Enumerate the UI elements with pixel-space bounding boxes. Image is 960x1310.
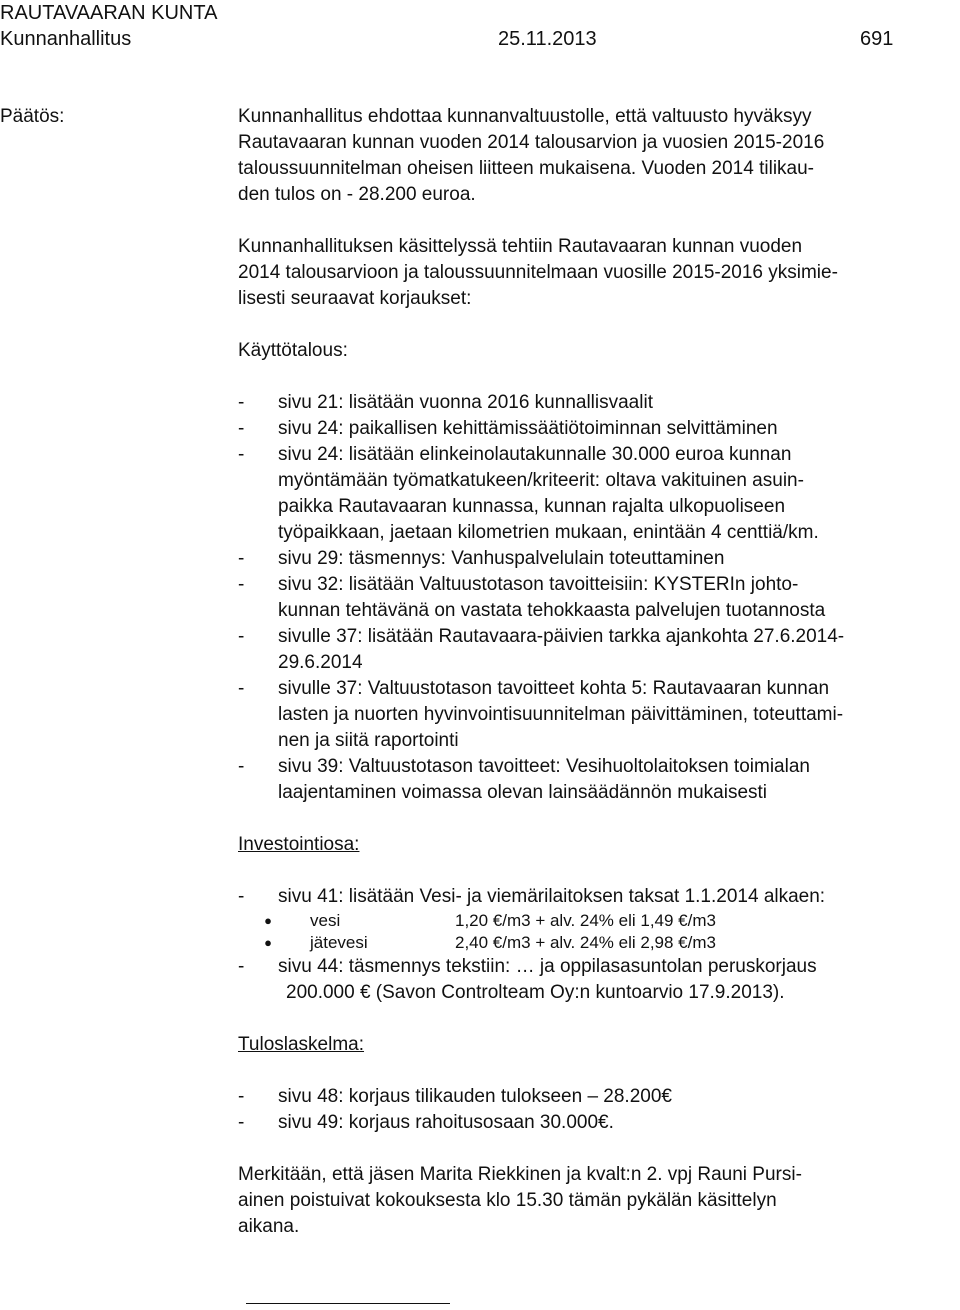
text-line: ainen poistuivat kokouksesta klo 15.30 tämän pykälän käsittelyn: [238, 1190, 777, 1211]
operating-list: [238, 390, 953, 806]
text-line: myöntämään työmatkatukeen/kriteerit: oltava vakituinen asuin-: [278, 470, 804, 491]
text-line: lasten ja nuorten hyvinvointisuunnitelman päivittäminen, toteuttami-: [278, 704, 844, 725]
text-line: laajentaminen voimassa olevan lainsäädännön mukaisesti: [278, 782, 768, 803]
text-line: kunnan tehtävänä on vastata tehokkaasta palvelujen tuotannosta: [278, 600, 826, 621]
dash-marker: -: [238, 574, 245, 595]
text-line: sivu 49: korjaus rahoitusosaan 30.000€.: [278, 1112, 614, 1133]
text-line: Kunnanhallituksen käsittelyssä tehtiin Rautavaaran kunnan vuoden: [238, 236, 803, 257]
text-line: aikana.: [238, 1216, 300, 1237]
note-paragraph: [238, 1162, 953, 1240]
text-line: sivu 21: lisätään vuonna 2016 kunnallisvaalit: [278, 392, 653, 413]
text-line: sivu 39: Valtuustotason tavoitteet: Vesihuoltolaitoksen toimialan: [278, 756, 810, 777]
text-line: sivu 48: korjaus tilikauden tulokseen – 28.200€: [278, 1086, 672, 1107]
organization-name: RAUTAVAARAN KUNTA: [0, 2, 218, 24]
intro-paragraph: [238, 104, 953, 208]
dash-marker: -: [238, 956, 245, 977]
text-line: Kunnanhallitus ehdottaa kunnanvaltuustolle, että valtuusto hyväksyy: [238, 106, 812, 127]
dash-marker: -: [238, 1112, 245, 1133]
text-line: sivulle 37: lisätään Rautavaara-päivien tarkka ajankohta 27.6.2014-: [278, 626, 845, 647]
text-line: 29.6.2014: [278, 652, 363, 673]
text-line: lisesti seuraavat korjaukset:: [238, 288, 472, 309]
text-line: sivu 44: täsmennys tekstiin: … ja oppilasasuntolan peruskorjaus: [278, 956, 817, 977]
text-line: Rautavaaran kunnan vuoden 2014 talousarvion ja vuosien 2015-2016: [238, 132, 825, 153]
dash-marker: -: [238, 756, 245, 777]
dash-marker: -: [238, 886, 245, 907]
page-number: 691: [860, 28, 894, 50]
text-line: taloussuunnitelman oheisen liitteen mukaisena. Vuoden 2014 tilikau-: [238, 158, 815, 179]
text-line: 200.000 € (Savon Controlteam Oy:n kuntoarvio 17.9.2013).: [286, 982, 785, 1003]
dash-marker: -: [238, 444, 245, 465]
corrections-paragraph: [238, 234, 953, 312]
text-line: sivu 41: lisätään Vesi- ja viemärilaitoksen taksat 1.1.2014 alkaen:: [278, 886, 826, 907]
text-line: 2014 talousarvioon ja taloussuunnitelmaan vuosille 2015-2016 yksimie-: [238, 262, 838, 283]
meeting-date: 25.11.2013: [498, 28, 597, 50]
dash-marker: -: [238, 1086, 245, 1107]
dash-marker: -: [238, 626, 245, 647]
tariff-name: jätevesi: [310, 933, 368, 952]
dash-marker: -: [238, 548, 245, 569]
bullet-icon: ●: [264, 913, 272, 928]
text-line: den tulos on - 28.200 euroa.: [238, 184, 476, 205]
text-line: nen ja siitä raportointi: [278, 730, 459, 751]
text-line: paikka Rautavaaran kunnassa, kunnan rajalta ulkopuoliseen: [278, 496, 786, 517]
list-item: [238, 624, 953, 676]
tariff-list: [238, 910, 953, 954]
list-item: [238, 884, 953, 910]
text-line: työpaikkaan, jaetaan kilometrien mukaan, enintään 4 centtiä/km.: [278, 522, 819, 543]
tariff-price: 1,20 €/m3 + alv. 24% eli 1,49 €/m3: [455, 911, 716, 930]
list-item: [238, 572, 953, 624]
list-item: [238, 416, 953, 442]
list-item: [238, 1110, 953, 1136]
tariff-price: 2,40 €/m3 + alv. 24% eli 2,98 €/m3: [455, 933, 716, 952]
text-line: sivu 29: täsmennys: Vanhuspalvelulain toteuttaminen: [278, 548, 725, 569]
text-line: sivu 24: paikallisen kehittämissäätiötoiminnan selvittäminen: [278, 418, 778, 439]
governing-body: Kunnanhallitus: [0, 28, 132, 50]
text-line: sivu 24: lisätään elinkeinolautakunnalle 30.000 euroa kunnan: [278, 444, 792, 465]
income-statement-heading: Tuloslaskelma:: [238, 1034, 365, 1055]
list-item: [238, 546, 953, 572]
investment-heading: Investointiosa:: [238, 834, 360, 855]
list-item: [238, 954, 953, 1006]
decision-label: Päätös:: [0, 106, 65, 127]
decision-body: [238, 104, 953, 1240]
operating-heading: Käyttötalous:: [238, 340, 348, 361]
dash-marker: -: [238, 392, 245, 413]
list-item: [238, 910, 953, 932]
tariff-name: vesi: [310, 911, 341, 930]
text-line: sivu 32: lisätään Valtuustotason tavoitteisiin: KYSTERIn johto-: [278, 574, 799, 595]
dash-marker: -: [238, 418, 245, 439]
list-item: [238, 390, 953, 416]
dash-marker: -: [238, 678, 245, 699]
signature-line: [246, 1303, 450, 1304]
list-item: [238, 1084, 953, 1110]
text-line: sivulle 37: Valtuustotason tavoitteet kohta 5: Rautavaaran kunnan: [278, 678, 830, 699]
list-item: [238, 676, 953, 754]
list-item: [238, 754, 953, 806]
list-item: [238, 442, 953, 546]
bullet-icon: ●: [264, 935, 272, 950]
list-item: [238, 932, 953, 954]
text-line: Merkitään, että jäsen Marita Riekkinen ja kvalt:n 2. vpj Rauni Pursi-: [238, 1164, 802, 1185]
